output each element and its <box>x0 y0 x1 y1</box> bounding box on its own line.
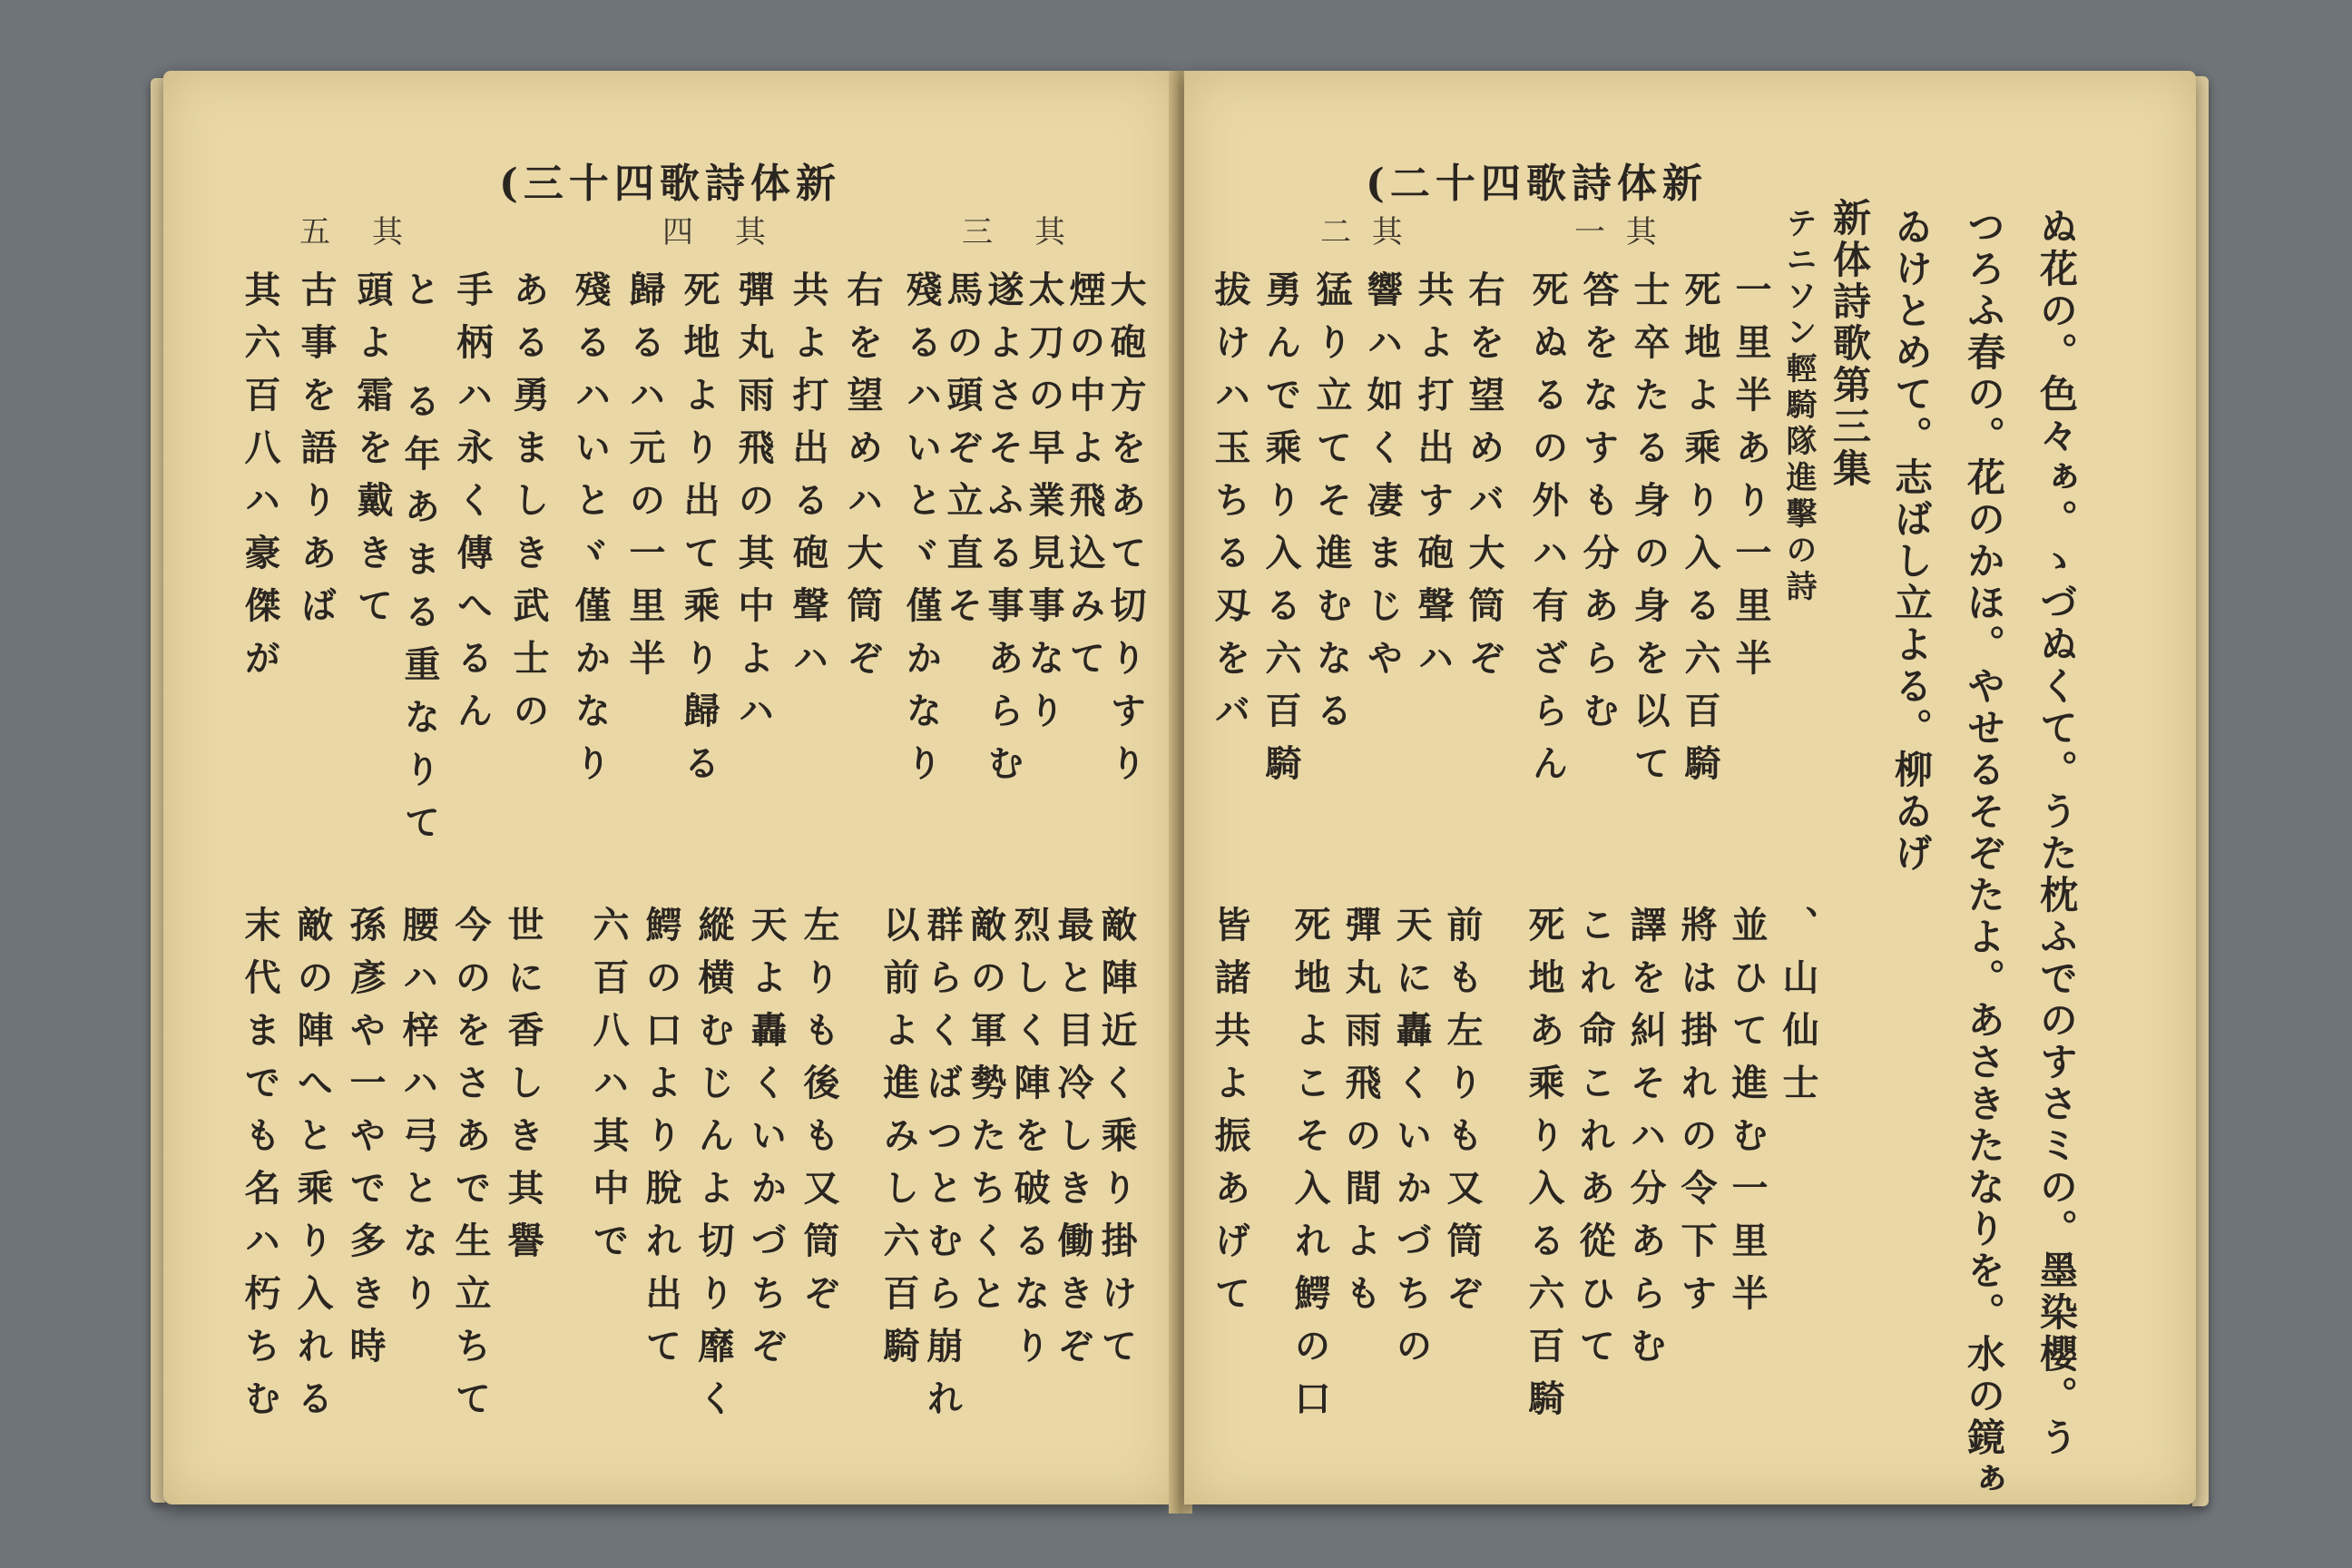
right-lower-line: 死地あ乘り入る六百騎 <box>1523 906 1565 1432</box>
left-five-line: と る年あまる重なりて <box>398 270 441 856</box>
right-two-line: 勇んで乘り入る六百騎 <box>1259 270 1302 797</box>
left-three-line: 煙の中よ飛込みて <box>1063 270 1106 691</box>
left-five-line: 其六百八ハ豪傑が <box>239 270 281 691</box>
section-four-label: 四 其 <box>662 214 771 250</box>
right-two-line: 響ハ如く凄まじや <box>1361 270 1404 691</box>
verse-line: ゐけとめて。志ばし立よる。柳ゐげ <box>1889 207 1934 875</box>
left-lower-line: 世に香しき其譽 <box>502 906 544 1274</box>
left-lower-line: 敵の陣へと乘り入れる <box>291 906 334 1432</box>
left-five-line: 古事を語りあば <box>295 270 338 639</box>
right-running-header: (二十四歌詩体新 <box>1366 161 1708 207</box>
left-lower-line: 群らくばつとむら崩れ <box>921 906 964 1432</box>
right-lower-line: 譯を糾そハ分あらむ <box>1624 906 1667 1379</box>
right-lower-line: 將は掛れの令下す <box>1675 906 1718 1327</box>
left-four-line: 殘るハいとヾ僅かなり <box>569 270 612 797</box>
collection-title: 新体詩歌第三集 <box>1828 198 1872 490</box>
poem-title: テニソン輕騎隊進擊の詩 <box>1780 207 1817 606</box>
left-three-line: 太刀の早業見事なり <box>1023 270 1065 744</box>
left-five-line: 頭よ霜を戴きて <box>351 270 394 639</box>
right-two-line: 右を望めバ大筒ぞ <box>1463 270 1505 691</box>
right-one-line: 答をなすも分あらむ <box>1577 270 1620 744</box>
left-lower-line: 孫彥や一やで多き時 <box>344 906 387 1379</box>
left-five-line: 手柄ハ永く傳へるん <box>451 270 494 744</box>
left-lower-line: 以前よ進みし六百騎 <box>877 906 920 1379</box>
left-lower-line: 六百八ハ其中で <box>587 906 630 1274</box>
left-four-line: 歸るハ元の一里半 <box>623 270 666 691</box>
right-page <box>1184 71 2196 1504</box>
right-one-line: 死地よ乘り入る六百騎 <box>1679 270 1721 797</box>
left-three-line: 大砲方をあて切りすり <box>1104 270 1147 797</box>
left-lower-line: 左りも後も又筒ぞ <box>798 906 840 1327</box>
right-lower-line: 天に轟くいかづちの <box>1390 906 1433 1379</box>
left-three-line: 馬の頭ぞ立直そ <box>941 270 984 639</box>
left-lower-line: 最と目冷しき働きぞ <box>1052 906 1094 1379</box>
open-book <box>163 71 2196 1514</box>
left-three-line: 殘るハいとヾ僅かなり <box>900 270 943 797</box>
right-two-line: 猛り立てそ進むなる <box>1310 270 1353 744</box>
right-lower-line: 皆諸共よ振あげて <box>1209 906 1251 1327</box>
right-lower-line: これ命これあ從ひて <box>1573 906 1616 1379</box>
right-lower-line: 前も左りも又筒ぞ <box>1441 906 1484 1327</box>
right-one-line: 一里半あり一里半 <box>1730 270 1772 691</box>
left-page <box>163 71 1175 1504</box>
section-three-label: 三 其 <box>962 214 1071 250</box>
right-two-line: 拔けハ玉ちる刄をバ <box>1209 270 1251 744</box>
left-four-line: 共よ打出る砲聲ハ <box>787 270 829 691</box>
section-two-label: 二 其 <box>1320 214 1408 250</box>
left-lower-line: 烈しく陣を破るなり <box>1008 906 1051 1379</box>
verse-line: つろふ春の。花のかほ。やせるそぞたよ。あさきたなりを。水の鏡ぁ <box>1962 207 2006 1501</box>
left-lower-line: 天よ轟くいかづちぞ <box>745 906 788 1379</box>
left-four-line: 右を望めハ大筒ぞ <box>841 270 884 691</box>
left-three-line: 遂よさそふる事あらむ <box>982 270 1024 797</box>
left-lower-line: 今のをさあで生立ちて <box>449 906 492 1432</box>
left-four-line: 彈丸雨飛の其中よハ <box>732 270 775 744</box>
left-lower-line: 縱横むじんよ切り靡く <box>692 906 735 1432</box>
left-lower-line: 敵陣近く乘り掛けて <box>1095 906 1138 1379</box>
left-running-header: (三十四歌詩体新 <box>499 161 841 207</box>
right-lower-line: 死地よこそ入れ鰐の口 <box>1289 906 1331 1432</box>
left-four-line: 死地より出て乘り歸る <box>678 270 720 797</box>
left-lower-line: 腰ハ梓ハ弓となり <box>397 906 439 1327</box>
left-lower-line: 敵の軍勢たちくと <box>965 906 1007 1327</box>
right-lower-line: 、山仙士 <box>1777 906 1819 1116</box>
right-two-line: 共よ打出す砲聲ハ <box>1412 270 1455 691</box>
right-lower-line: 並ひて進む一里半 <box>1726 906 1769 1327</box>
right-one-line: 士卒たる身の身を以て <box>1628 270 1671 797</box>
section-five-label: 五 其 <box>299 214 408 250</box>
section-one-label: 一 其 <box>1574 214 1662 250</box>
left-five-line: ある勇ましき武士の <box>507 270 550 744</box>
left-lower-line: 鰐の口より脫れ出て <box>640 906 682 1379</box>
verse-line: ぬ花の。色々ぁ。ゝづぬくて。うた枕ふでのすさミの。墨染櫻。う <box>2034 207 2079 1459</box>
right-lower-line: 彈丸雨飛の間よも <box>1339 906 1382 1327</box>
right-one-line: 死ぬるの外ハ有ざらん <box>1526 270 1569 797</box>
left-lower-line: 末代までも名ハ朽ちむ <box>239 906 281 1432</box>
